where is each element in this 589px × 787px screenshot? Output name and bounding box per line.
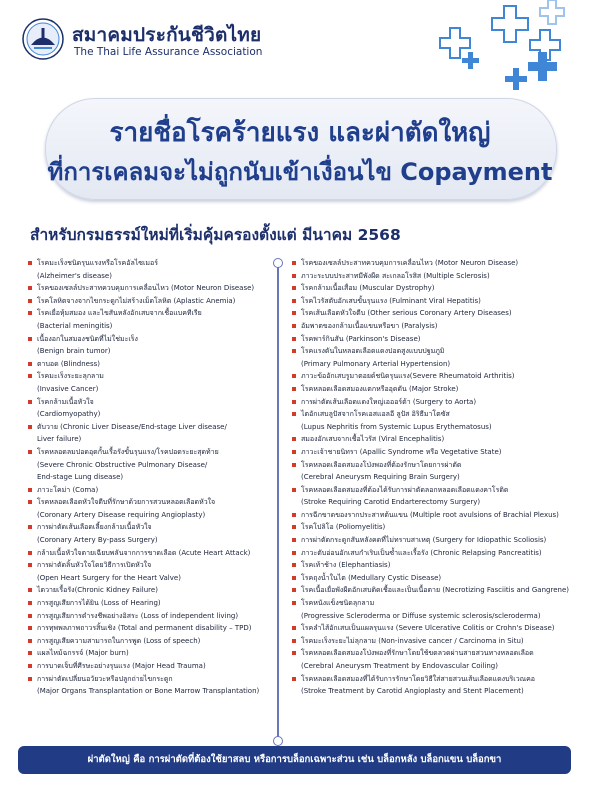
list-item-text: (Cardiomyopathy) — [37, 410, 101, 419]
subheading: สำหรับกรมธรรม์ใหม่ที่เริ่มคุ้มครองตั้งแต่ มีนาคม 2568 — [30, 226, 401, 244]
list-item — [28, 496, 270, 521]
bullet-icon — [292, 299, 296, 303]
bullet-icon — [28, 525, 32, 529]
list-item — [292, 282, 572, 295]
bullet-icon — [292, 588, 296, 592]
list-item-text: การสูญเสียการได้ยิน (Loss of Hearing) — [37, 599, 161, 608]
bullet-icon — [28, 311, 32, 315]
list-item — [28, 559, 270, 584]
bullet-icon — [28, 362, 32, 366]
list-item-text: โรคหลอดเลือดสมองแตกหรืออุดตัน (Major Stroke) — [301, 384, 459, 393]
list-item-text: โรคเส้นเลือดหัวใจตีบ (Other serious Coronary Artery Diseases) — [301, 309, 512, 318]
list-item-text: ตับวาย (Chronic Liver Disease/End-stage Liver disease/ — [37, 422, 227, 431]
list-item — [292, 584, 572, 597]
bullet-icon — [28, 626, 32, 630]
bullet-icon — [28, 425, 32, 429]
list-item-text: (Stroke Treatment by Carotid Angioplasty and Stent Placement) — [301, 687, 524, 696]
list-item-text: ภาวะระบบประสาทมีพังผืด สะเกลอโรสิส (Multiple Sclerosis) — [301, 271, 490, 280]
bullet-icon — [28, 299, 32, 303]
list-item-text: การฉีกขาดของรากประสาทต้นแขน (Multiple root avulsions of Brachial Plexus) — [301, 510, 559, 519]
list-item-text: โรคหลอดลมปอดอุดกั้นเรื้อรังขั้นรุนแรง/โรคปอดระยะสุดท้าย — [37, 447, 219, 456]
timeline-dot-top — [273, 258, 283, 268]
list-item — [292, 534, 572, 547]
list-item-text: โรคพาร์กินสัน (Parkinson's Disease) — [301, 334, 421, 343]
list-item-text: (Open Heart Surgery for the Heart Valve) — [37, 573, 181, 582]
list-item — [292, 408, 572, 433]
list-item-text: โรคเนื้อเยื่อพังผืดอักเสบติดเชื้อและเป็นเนื้อตาย (Necrotizing Fasciitis and Gangrene) — [301, 586, 569, 595]
org-name-th: สมาคมประกันชีวิตไทย — [72, 24, 262, 46]
list-item — [292, 320, 572, 333]
bullet-icon — [292, 324, 296, 328]
list-item-text: การผ่าตัดลิ้นหัวใจโดยวิธีการเปิดหัวใจ — [37, 561, 152, 570]
list-item — [292, 383, 572, 396]
bullet-icon — [292, 488, 296, 492]
bullet-icon — [28, 261, 32, 265]
list-item-text: โรคกล้ามเนื้อหัวใจ — [37, 397, 94, 406]
list-item — [292, 572, 572, 585]
bullet-icon — [292, 387, 296, 391]
medical-crosses-decoration-icon — [0, 0, 589, 110]
list-item-text: โรคหนังแข็งชนิดลุกลาม — [301, 599, 375, 608]
bullet-icon — [28, 639, 32, 643]
list-item-text: ภาวะตับอ่อนอักเสบกำเริบเป็นซ้ำและเรื้อรัง (Chronic Relapsing Pancreatitis) — [301, 548, 542, 557]
list-item-text: โรคของเซลล์ประสาทควบคุมการเคลื่อนไหว (Motor Neuron Disease) — [301, 259, 519, 267]
list-item — [292, 257, 572, 270]
list-item — [292, 509, 572, 522]
list-item-text: การบาดเจ็บที่ศีรษะอย่างรุนแรง (Major Head Trauma) — [37, 662, 206, 670]
bullet-icon — [28, 664, 32, 668]
bullet-icon — [292, 677, 296, 681]
list-item — [292, 547, 572, 560]
bullet-icon — [292, 412, 296, 416]
list-item-text: โรคไวรัสตับอักเสบขั้นรุนแรง (Fulminant Viral Hepatitis) — [301, 296, 481, 305]
bullet-icon — [292, 463, 296, 467]
bullet-icon — [28, 337, 32, 341]
list-item — [28, 673, 270, 698]
bullet-icon — [292, 374, 296, 378]
list-item — [292, 333, 572, 346]
list-item-text: ไตอักเสบลูปัสจากโรคเอสแอลอี ลูปัส อิริธีมาโตซัส — [301, 410, 450, 419]
list-item-text: (Lupus Nephritis from Systemic Lupus Erythematosus) — [301, 422, 492, 431]
list-item — [292, 559, 572, 572]
list-item-text: โรคโปลิโอ (Poliomyelitis) — [301, 523, 386, 532]
left-disease-list — [28, 257, 270, 698]
list-item — [28, 421, 270, 446]
list-item — [28, 610, 270, 623]
bullet-icon — [292, 337, 296, 341]
list-item — [28, 647, 270, 660]
list-item-text: โรคเยื่อหุ้มสมอง และไขสันหลังอักเสบจากเชื้อแบคทีเรีย — [37, 309, 202, 318]
list-item-text: โรคของเซลล์ประสาทควบคุมการเคลื่อนไหว (Motor Neuron Disease) — [37, 284, 255, 293]
list-item-text: การผ่าตัดเปลี่ยนอวัยวะหรือปลูกถ่ายไขกระดูก — [37, 674, 173, 683]
bullet-icon — [292, 651, 296, 655]
list-item-text: อัมพาตของกล้ามเนื้อแขนหรือขา (Paralysis) — [301, 321, 438, 330]
list-item-text: กล้ามเนื้อหัวใจตายเฉียบพลันจากการขาดเลือด (Acute Heart Attack) — [37, 548, 251, 557]
bullet-icon — [28, 563, 32, 567]
list-item — [292, 433, 572, 446]
list-item-text: โรคโลหิตจางจากไขกระดูกไม่สร้างเม็ดโลหิต (Aplastic Anemia) — [37, 296, 236, 305]
bullet-icon — [292, 261, 296, 265]
list-item — [28, 547, 270, 560]
list-item-text: ภาวะข้ออักเสบรูมาตอยด์ชนิดรุนแรง(Severe Rheumatoid Arthritis) — [301, 372, 515, 381]
title-line-2: ที่การเคลมจะไม่ถูกนับเข้าเงื่อนไข Copayment — [47, 158, 553, 186]
list-item-text: End-stage Lung disease) — [37, 473, 124, 482]
bullet-icon — [292, 551, 296, 555]
list-item — [292, 370, 572, 383]
list-item — [292, 307, 572, 320]
list-item — [28, 333, 270, 358]
list-item — [28, 635, 270, 648]
list-item-text: (Alzheimer's disease) — [37, 271, 112, 280]
bullet-icon — [292, 450, 296, 454]
bullet-icon — [292, 437, 296, 441]
org-name-en: The Thai Life Assurance Association — [74, 46, 263, 58]
list-item-text: (Severe Chronic Obstructive Pulmonary Disease/ — [37, 460, 208, 469]
list-item-text: (Major Organs Transplantation or Bone Marrow Transplantation) — [37, 687, 260, 696]
list-item — [292, 521, 572, 534]
bullet-icon — [292, 576, 296, 580]
timeline-dot-bottom — [273, 736, 283, 746]
list-item-text: ภาวะเจ้าชายนิทรา (Apallic Syndrome หรือ Vegetative State) — [301, 447, 502, 456]
list-item-text: โรคมะเร็งชนิดรุนแรงหรือโรคอัลไซเมอร์ — [37, 259, 158, 267]
bullet-icon — [28, 450, 32, 454]
list-item-text: ตาบอด (Blindness) — [37, 359, 100, 368]
bullet-icon — [292, 525, 296, 529]
list-item-text: โรคแรงดันในหลอดเลือดแดงปอดสูงแบบปฐมภูมิ — [301, 347, 445, 356]
list-item — [28, 396, 270, 421]
bullet-icon — [292, 626, 296, 630]
timeline-line — [277, 264, 279, 738]
bullet-icon — [292, 311, 296, 315]
list-item-text: โรคเท้าช้าง (Elephantiasis) — [301, 561, 391, 570]
bullet-icon — [292, 349, 296, 353]
bullet-icon — [28, 677, 32, 681]
list-item-text: สมองอักเสบจากเชื้อไวรัส (Viral Encephalitis) — [301, 435, 445, 444]
list-item — [292, 622, 572, 635]
list-item — [28, 622, 270, 635]
list-item-text: (Invasive Cancer) — [37, 384, 99, 393]
bullet-icon — [28, 286, 32, 290]
bullet-icon — [28, 614, 32, 618]
bullet-icon — [28, 488, 32, 492]
list-item-text: การผ่าตัดเส้นเลือดเลี้ยงกล้ามเนื้อหัวใจ — [37, 523, 152, 532]
bullet-icon — [292, 400, 296, 404]
list-item-text: โรคหลอดเลือดสมองที่ต้องได้รับการผ่าตัดลอกหลอดเลือดแดงคาโรติด — [301, 485, 509, 494]
list-item-text: ไตวายเรื้อรัง(Chronic Kidney Failure) — [37, 586, 158, 595]
bullet-icon — [292, 639, 296, 643]
list-item-text: เนื้องอกในสมองชนิดที่ไม่ใช่มะเร็ง — [37, 334, 138, 343]
bullet-icon — [28, 500, 32, 504]
list-item-text: โรคหลอดเลือดสมองที่ได้รับการรักษาโดยวิธีใส่สายสวนเส้นเลือดแดงบริเวณคอ — [301, 674, 536, 683]
list-item-text: การสูญเสียการดำรงชีพอย่างอิสระ (Loss of independent living) — [37, 611, 239, 620]
list-item — [28, 446, 270, 484]
list-item-text: Liver failure) — [37, 435, 82, 444]
list-item-text: โรคลำไส้อักเสบเป็นแผลรุนแรง (Severe Ulcerative Colitis or Crohn's Disease) — [301, 624, 555, 633]
list-item — [28, 282, 270, 295]
bullet-icon — [28, 651, 32, 655]
list-item-text: (Coronary Artery Disease requiring Angioplasty) — [37, 510, 206, 519]
list-item — [292, 484, 572, 509]
list-item — [28, 257, 270, 282]
list-item-text: (Stroke Requiring Carotid Endarterectomy Surgery) — [301, 498, 481, 507]
list-item-text: โรคถุงน้ำในไต (Medullary Cystic Disease) — [301, 573, 442, 582]
list-item — [292, 270, 572, 283]
list-item-text: โรคหลอดเลือดสมองโป่งพองที่ต้องรักษาโดยการผ่าตัด — [301, 460, 462, 469]
list-item — [28, 370, 270, 395]
list-item — [292, 345, 572, 370]
list-item-text: การสูญเสียความสามารถในการพูด (Loss of speech) — [37, 636, 201, 645]
list-item-text: (Primary Pulmonary Arterial Hypertension) — [301, 359, 451, 368]
bullet-icon — [28, 551, 32, 555]
list-item — [28, 484, 270, 497]
bullet-icon — [292, 601, 296, 605]
list-item-text: การผ่าตัดเส้นเลือดแดงใหญ่เอออร์ต้า (Surgery to Aorta) — [301, 397, 477, 406]
list-item — [28, 307, 270, 332]
list-item-text: (Bacterial meningitis) — [37, 321, 113, 330]
list-item-text: (Cerebral Aneurysm Requiring Brain Surgery) — [301, 473, 460, 482]
bullet-icon — [28, 374, 32, 378]
list-item-text: โรคหลอดเลือดหัวใจตีบที่รักษาด้วยการสวนหลอดเลือดหัวใจ — [37, 498, 216, 507]
bullet-icon — [292, 538, 296, 542]
title-banner — [45, 98, 555, 198]
list-item-text: (Cerebral Aneurysm Treatment by Endovascular Coiling) — [301, 662, 498, 670]
list-item-text: โรคมะเร็งระยะลุกลาม — [37, 372, 104, 381]
list-item — [292, 635, 572, 648]
list-item-text: (Progressive Scleroderma or Diffuse systemic sclerosis/scleroderma) — [301, 611, 541, 620]
list-item-text: ภาวะโคม่า (Coma) — [37, 485, 99, 494]
list-item-text: (Coronary Artery By-pass Surgery) — [37, 536, 158, 545]
list-item-text: โรคกล้ามเนื้อเสื่อม (Muscular Dystrophy) — [301, 284, 435, 293]
bullet-icon — [28, 601, 32, 605]
timeline-divider — [273, 258, 283, 744]
bullet-icon — [28, 400, 32, 404]
list-item-text: โรคหลอดเลือดสมองโป่งพองที่รักษาโดยใช้ขดลวดผ่านสายสวนทางหลอดเลือด — [301, 649, 534, 658]
list-item — [28, 521, 270, 546]
list-item-text: โรคมะเร็งระยะไม่ลุกลาม (Non-invasive cancer / Carcinoma in Situ) — [301, 636, 524, 645]
right-disease-list — [292, 257, 572, 698]
list-item-text: การผ่าตัดกระดูกสันหลังคดที่ไม่ทราบสาเหตุ (Surgery for Idiopathic Scoliosis) — [301, 536, 547, 545]
list-item-text: การทุพพลภาพถาวรสิ้นเชิง (Total and permanent disability – TPD) — [37, 624, 252, 633]
bullet-icon — [292, 513, 296, 517]
list-item — [292, 446, 572, 459]
list-item — [292, 597, 572, 622]
header — [0, 0, 589, 100]
list-item-text: แผลไหม้ฉกรรจ์ (Major burn) — [37, 649, 129, 658]
bullet-icon — [292, 274, 296, 278]
list-item — [292, 396, 572, 409]
list-item — [28, 597, 270, 610]
bullet-icon — [292, 286, 296, 290]
footer-note: ผ่าตัดใหญ่ คือ การผ่าตัดที่ต้องใช้ยาสลบ หรือการบล็อกเฉพาะส่วน เช่น บล็อกหลัง บล็อกแขน บล็อกขา — [18, 746, 571, 774]
bullet-icon — [292, 563, 296, 567]
list-item — [28, 295, 270, 308]
list-item-text: (Benign brain tumor) — [37, 347, 111, 356]
list-item — [28, 584, 270, 597]
title-line-1: รายชื่อโรคร้ายแรง และผ่าตัดใหญ่ — [109, 118, 491, 148]
list-item — [28, 358, 270, 371]
list-item — [292, 459, 572, 484]
list-item — [28, 660, 270, 673]
bullet-icon — [28, 588, 32, 592]
list-item — [292, 647, 572, 672]
list-item — [292, 673, 572, 698]
list-item — [292, 295, 572, 308]
